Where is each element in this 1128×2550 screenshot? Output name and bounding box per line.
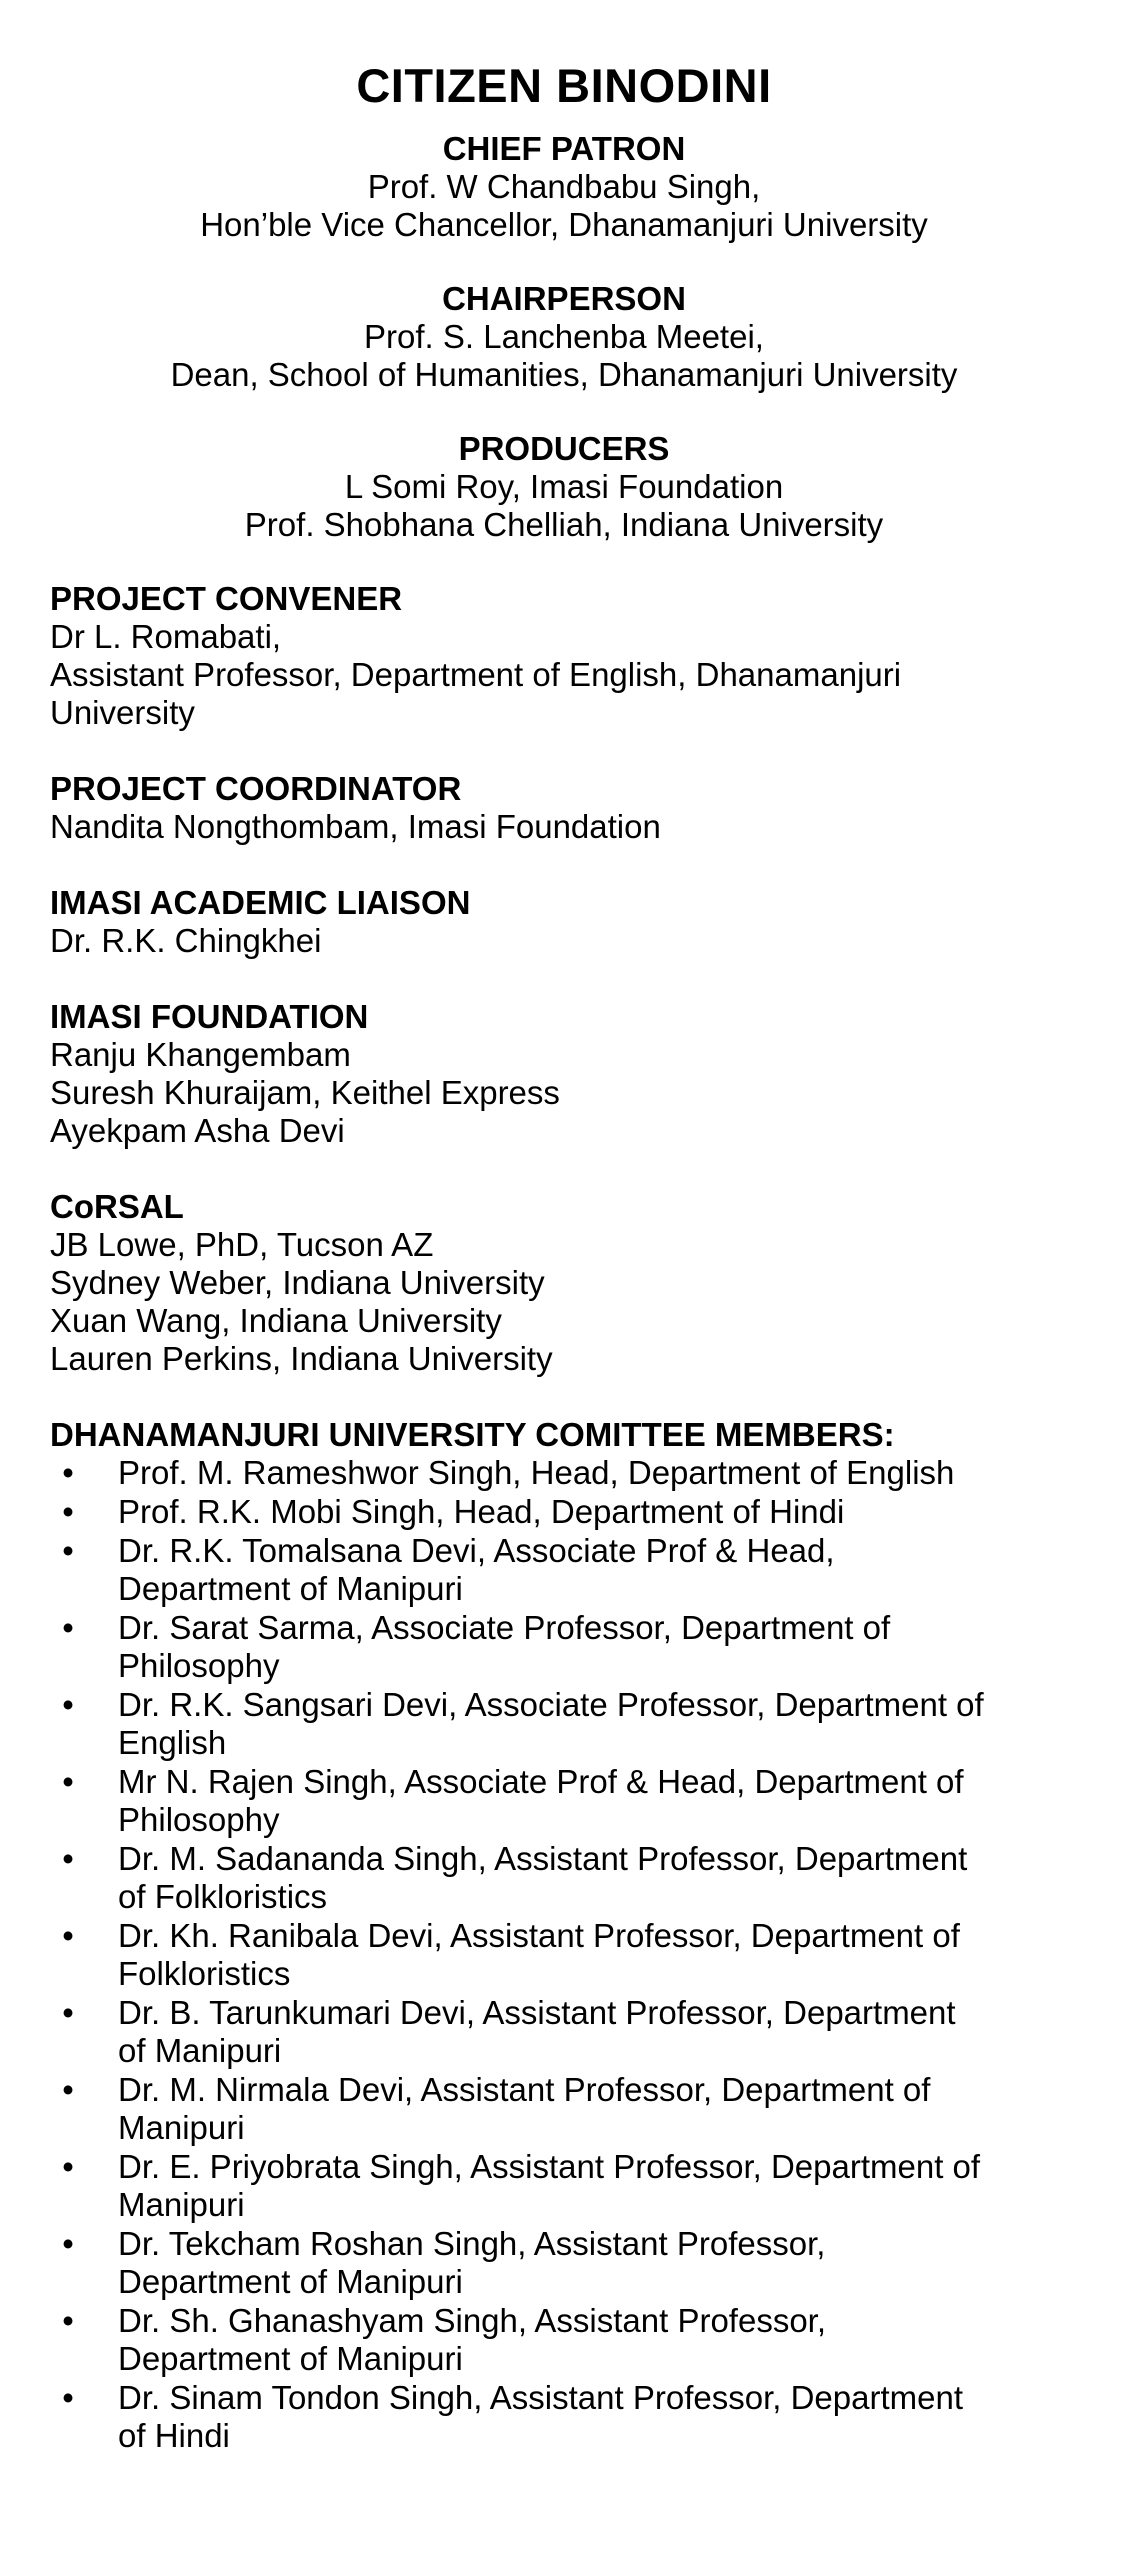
bullet-icon: • xyxy=(62,1532,74,1569)
left-sections-imasi-academic-liaison xyxy=(50,884,1078,960)
member-line: Dr. Sh. Ghanashyam Singh, Assistant Professor, xyxy=(118,2302,827,2339)
bullet-icon: • xyxy=(62,1609,74,1646)
list-item xyxy=(50,1840,1078,1916)
member-line: Department of Manipuri xyxy=(118,2340,463,2377)
list-item xyxy=(50,1917,1078,1993)
bullet-icon: • xyxy=(62,1454,74,1491)
centered-sections-chief-patron xyxy=(50,130,1078,244)
section-line: Xuan Wang, Indiana University xyxy=(50,1302,502,1339)
list-item xyxy=(50,2302,1078,2378)
section-line: Dr. R.K. Chingkhei xyxy=(50,922,322,959)
bullet-icon: • xyxy=(62,2071,74,2108)
member-line: Dr. Tekcham Roshan Singh, Assistant Professor, xyxy=(118,2225,826,2262)
list-item xyxy=(50,1532,1078,1608)
bullet-icon: • xyxy=(62,1840,74,1877)
section-line: Dr L. Romabati, xyxy=(50,618,282,655)
member-line: English xyxy=(118,1724,227,1761)
member-line: Folkloristics xyxy=(118,1955,291,1992)
left-sections-project-coordinator xyxy=(50,770,1078,846)
list-item xyxy=(50,1454,1078,1492)
member-line: Dr. Sinam Tondon Singh, Assistant Professor, Department xyxy=(118,2379,963,2416)
committee-section xyxy=(50,1416,1078,2455)
bullet-icon: • xyxy=(62,2302,74,2339)
list-item xyxy=(50,1763,1078,1839)
bullet-icon: • xyxy=(62,2225,74,2262)
member-line: Dr. R.K. Sangsari Devi, Associate Professor, Department of xyxy=(118,1686,984,1723)
list-item xyxy=(50,2071,1078,2147)
section-heading: PROJECT CONVENER xyxy=(50,580,403,617)
section-heading: IMASI ACADEMIC LIAISON xyxy=(50,884,471,921)
section-line: Ranju Khangembam xyxy=(50,1036,351,1073)
section-heading: IMASI FOUNDATION xyxy=(50,998,369,1035)
section-line: L Somi Roy, Imasi Foundation xyxy=(344,468,784,505)
member-line: Dr. R.K. Tomalsana Devi, Associate Prof & Head, xyxy=(118,1532,835,1569)
member-line: Dr. B. Tarunkumari Devi, Assistant Professor, Department xyxy=(118,1994,956,2031)
section-line: Prof. W Chandbabu Singh, xyxy=(367,168,761,205)
left-sections xyxy=(50,580,1078,1378)
list-item xyxy=(50,2225,1078,2301)
member-line: Dr. Sarat Sarma, Associate Professor, Department of xyxy=(118,1609,891,1646)
member-line: of Manipuri xyxy=(118,2032,282,2069)
section-line: Suresh Khuraijam, Keithel Express xyxy=(50,1074,560,1111)
committee-heading: DHANAMANJURI UNIVERSITY COMITTEE MEMBERS: xyxy=(50,1416,895,1453)
list-item xyxy=(50,1493,1078,1531)
member-line: Mr N. Rajen Singh, Associate Prof & Head, Department of xyxy=(118,1763,964,1800)
section-line: Prof. S. Lanchenba Meetei, xyxy=(364,318,764,355)
bullet-icon: • xyxy=(62,1994,74,2031)
section-line: Prof. Shobhana Chelliah, Indiana University xyxy=(244,506,884,543)
member-line: Prof. R.K. Mobi Singh, Head, Department of Hindi xyxy=(118,1493,845,1530)
member-line: Department of Manipuri xyxy=(118,1570,463,1607)
member-line: Manipuri xyxy=(118,2109,245,2146)
member-line: of Hindi xyxy=(118,2417,230,2454)
member-line: Prof. M. Rameshwor Singh, Head, Department of English xyxy=(118,1454,955,1491)
list-item xyxy=(50,2148,1078,2224)
member-line: Philosophy xyxy=(118,1647,280,1684)
centered-sections xyxy=(50,130,1078,544)
bullet-icon: • xyxy=(62,1493,74,1530)
left-sections-imasi-foundation xyxy=(50,998,1078,1150)
document-title: CITIZEN BINODINI xyxy=(356,59,772,112)
centered-sections-chairperson xyxy=(50,280,1078,394)
section-line: Sydney Weber, Indiana University xyxy=(50,1264,545,1301)
section-line: Ayekpam Asha Devi xyxy=(50,1112,345,1149)
section-line: JB Lowe, PhD, Tucson AZ xyxy=(50,1226,434,1263)
bullet-icon: • xyxy=(62,1763,74,1800)
centered-sections-producers xyxy=(50,430,1078,544)
section-heading: CoRSAL xyxy=(50,1188,184,1225)
section-line: Nandita Nongthombam, Imasi Foundation xyxy=(50,808,661,845)
list-item xyxy=(50,1994,1078,2070)
member-line: Philosophy xyxy=(118,1801,280,1838)
bullet-icon: • xyxy=(62,2379,74,2416)
left-sections-project-convener xyxy=(50,580,1078,732)
member-line: Dr. Kh. Ranibala Devi, Assistant Professor, Department of xyxy=(118,1917,960,1954)
section-heading: CHAIRPERSON xyxy=(442,280,686,317)
section-heading: PRODUCERS xyxy=(458,430,670,467)
section-line: University xyxy=(50,694,195,731)
bullet-icon: • xyxy=(62,2148,74,2185)
section-heading: CHIEF PATRON xyxy=(442,130,686,167)
member-line: of Folkloristics xyxy=(118,1878,328,1915)
list-item xyxy=(50,1609,1078,1685)
member-line: Dr. M. Nirmala Devi, Assistant Professor, Department of xyxy=(118,2071,931,2108)
member-line: Dr. M. Sadananda Singh, Assistant Professor, Department xyxy=(118,1840,968,1877)
list-item xyxy=(50,2379,1078,2455)
list-item xyxy=(50,1686,1078,1762)
committee-member-list xyxy=(50,1454,1078,2455)
section-heading: PROJECT COORDINATOR xyxy=(50,770,462,807)
member-line: Dr. E. Priyobrata Singh, Assistant Professor, Department of xyxy=(118,2148,981,2185)
section-line: Hon’ble Vice Chancellor, Dhanamanjuri University xyxy=(200,206,928,243)
member-line: Manipuri xyxy=(118,2186,245,2223)
section-line: Dean, School of Humanities, Dhanamanjuri University xyxy=(170,356,958,393)
section-line: Lauren Perkins, Indiana University xyxy=(50,1340,553,1377)
left-sections-corsal xyxy=(50,1188,1078,1378)
bullet-icon: • xyxy=(62,1917,74,1954)
section-line: Assistant Professor, Department of English, Dhanamanjuri xyxy=(50,656,902,693)
member-line: Department of Manipuri xyxy=(118,2263,463,2300)
bullet-icon: • xyxy=(62,1686,74,1723)
